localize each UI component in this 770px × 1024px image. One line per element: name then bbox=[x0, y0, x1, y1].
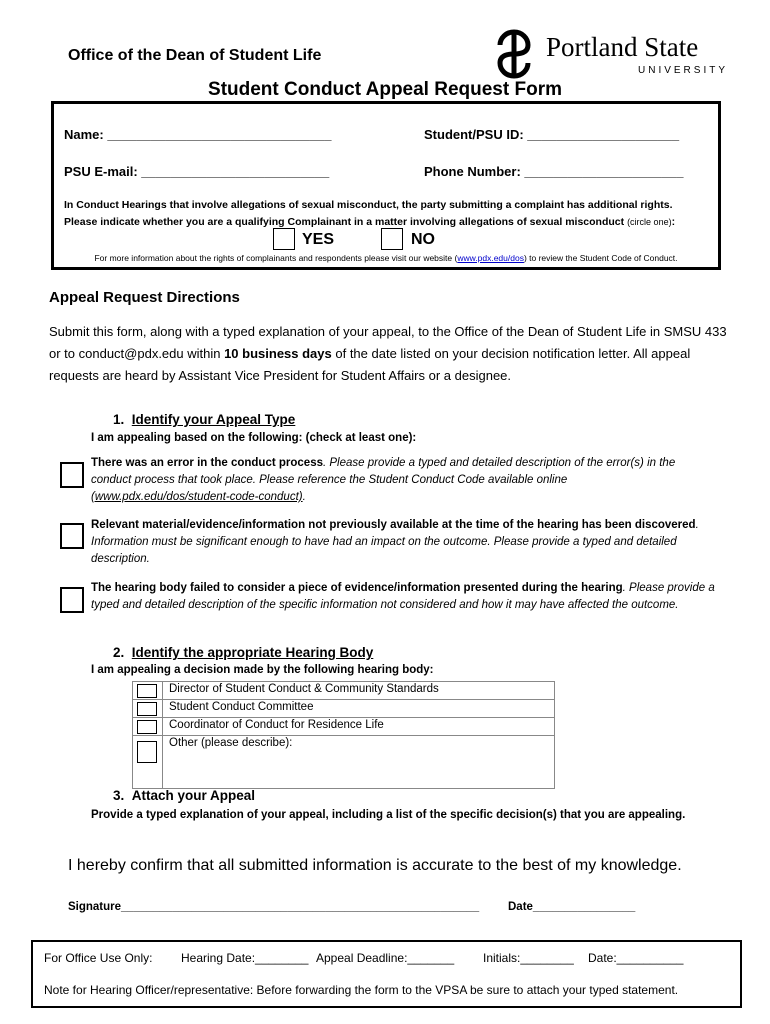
dos-website-link[interactable]: www.pdx.edu/dos bbox=[457, 253, 524, 263]
hearing-body-row bbox=[133, 700, 554, 718]
appeal-type-checkbox-evidence-ignored[interactable] bbox=[60, 587, 84, 613]
section-1-instruction: I am appealing based on the following: (check at least one): bbox=[91, 432, 417, 444]
date-field[interactable]: Date________________ bbox=[508, 901, 636, 913]
hearing-body-checkbox-committee[interactable] bbox=[137, 702, 157, 716]
hearing-date-field[interactable]: Hearing Date:________ bbox=[181, 951, 309, 965]
section-1-number: 1. bbox=[113, 412, 125, 427]
signature-field[interactable]: Signature________________________________________________________ bbox=[68, 901, 480, 913]
section-1-title: Identify your Appeal Type bbox=[131, 412, 296, 427]
appeal-type-option-new-evidence bbox=[91, 517, 716, 568]
directions-text bbox=[49, 321, 729, 387]
name-field[interactable]: Name: _______________________________ bbox=[64, 127, 332, 142]
hearing-body-label: Director of Student Conduct & Community Standards bbox=[169, 683, 439, 695]
option-1-tail: . bbox=[302, 491, 306, 503]
student-id-field[interactable]: Student/PSU ID: _____________________ bbox=[424, 127, 680, 142]
appeal-type-checkbox-process-error[interactable] bbox=[60, 462, 84, 488]
logo-subtitle: UNIVERSITY bbox=[638, 65, 729, 76]
logo-name: Portland State bbox=[546, 32, 699, 62]
option-3-bold: The hearing body failed to consider a piece of evidence/information presented during the hearing bbox=[91, 582, 623, 594]
more-info-pre: For more information about the rights of complainants and respondents please visit our website ( bbox=[94, 253, 458, 263]
more-info-post: ) to review the Student Code of Conduct. bbox=[523, 253, 678, 263]
hearing-body-row bbox=[133, 736, 554, 788]
section-2-instruction: I am appealing a decision made by the following hearing body: bbox=[91, 664, 434, 676]
office-date-field[interactable]: Date:__________ bbox=[588, 951, 684, 965]
directions-deadline: 10 business days bbox=[224, 346, 332, 361]
section-3-title: Attach your Appeal bbox=[131, 788, 256, 803]
hearing-officer-note: Note for Hearing Officer/representative: Before forwarding the form to the VPSA be sure to attach your typed statement. bbox=[44, 983, 679, 997]
section-1-heading bbox=[113, 412, 295, 427]
office-name: Office of the Dean of Student Life bbox=[68, 47, 322, 64]
table-divider bbox=[162, 718, 163, 735]
hearing-body-row bbox=[133, 718, 554, 736]
more-info-text bbox=[54, 253, 718, 263]
directions-heading: Appeal Request Directions bbox=[49, 289, 240, 306]
directions-text-post: of the date listed on your decision notification letter. All appeal requests are heard by Assistant Vice President for Student Affairs or a designee. bbox=[49, 346, 691, 383]
hearing-body-checkbox-residence-life[interactable] bbox=[137, 720, 157, 734]
hearing-body-label[interactable]: Other (please describe): bbox=[169, 737, 293, 749]
sexual-misconduct-notice bbox=[64, 197, 714, 231]
section-2-heading bbox=[113, 645, 373, 660]
initials-field[interactable]: Initials:________ bbox=[483, 951, 574, 965]
phone-field[interactable]: Phone Number: ______________________ bbox=[424, 164, 684, 179]
psu-logo-mark-icon bbox=[488, 28, 540, 80]
option-2-italic: . Information must be significant enough to have had an impact on the outcome. Please provide a typed and detailed description. bbox=[91, 519, 699, 565]
student-info-box bbox=[51, 101, 721, 270]
psu-logo bbox=[488, 28, 728, 80]
form-title: Student Conduct Appeal Request Form bbox=[208, 79, 562, 100]
office-use-box bbox=[31, 940, 742, 1008]
email-field[interactable]: PSU E-mail: __________________________ bbox=[64, 164, 330, 179]
section-2-title: Identify the appropriate Hearing Body bbox=[131, 645, 374, 660]
no-checkbox[interactable] bbox=[381, 228, 403, 250]
confirmation-statement: I hereby confirm that all submitted information is accurate to the best of my knowledge. bbox=[68, 857, 682, 874]
hearing-body-checkbox-director[interactable] bbox=[137, 684, 157, 698]
code-conduct-link[interactable]: (www.pdx.edu/dos/student-code-conduct) bbox=[91, 491, 303, 503]
no-label: NO bbox=[411, 231, 435, 248]
hearing-body-table bbox=[132, 681, 555, 789]
hearing-body-label: Coordinator of Conduct for Residence Life bbox=[169, 719, 384, 731]
section-3-instruction: Provide a typed explanation of your appeal, including a list of the specific decision(s) that you are appealing. bbox=[91, 809, 686, 821]
section-3-heading bbox=[113, 788, 255, 803]
hearing-body-row bbox=[133, 682, 554, 700]
appeal-type-checkbox-new-evidence[interactable] bbox=[60, 523, 84, 549]
section-2-number: 2. bbox=[113, 645, 125, 660]
section-3-number: 3. bbox=[113, 788, 125, 803]
hearing-body-label: Student Conduct Committee bbox=[169, 701, 314, 713]
circle-one-hint: (circle one) bbox=[627, 217, 672, 227]
appeal-type-option-evidence-ignored bbox=[91, 580, 716, 614]
option-1-italic: . Please provide a typed and detailed description of the error(s) in the conduct process that took place. Please reference the Student Conduct Code available online bbox=[91, 457, 676, 486]
option-2-bold: Relevant material/evidence/information not previously available at the time of the hearing has been discovered bbox=[91, 519, 696, 531]
yes-label: YES bbox=[302, 231, 335, 248]
notice-colon: : bbox=[671, 216, 676, 228]
appeal-type-option-process-error bbox=[91, 455, 716, 506]
option-1-bold: There was an error in the conduct process bbox=[91, 457, 323, 469]
appeal-deadline-field[interactable]: Appeal Deadline:_______ bbox=[316, 951, 455, 965]
option-3-italic: . Please provide a typed and detailed description of the specific information not considered and how it may have affected the outcome. bbox=[91, 582, 715, 611]
office-use-label: For Office Use Only: bbox=[44, 951, 153, 965]
hearing-body-checkbox-other[interactable] bbox=[137, 741, 157, 763]
directions-text-pre: Submit this form, along with a typed explanation of your appeal, to the Office of the Dean of Student Life in SMSU 433 or to conduct@pdx.edu within bbox=[49, 324, 727, 361]
yes-checkbox[interactable] bbox=[273, 228, 295, 250]
notice-line-2-text: Please indicate whether you are a qualifying Complainant in a matter involving allegations of sexual misconduct bbox=[64, 216, 628, 228]
table-divider bbox=[162, 736, 163, 788]
table-divider bbox=[162, 682, 163, 699]
table-divider bbox=[162, 700, 163, 717]
notice-line-1: In Conduct Hearings that involve allegations of sexual misconduct, the party submitting a complaint has additional rights. bbox=[64, 199, 673, 211]
